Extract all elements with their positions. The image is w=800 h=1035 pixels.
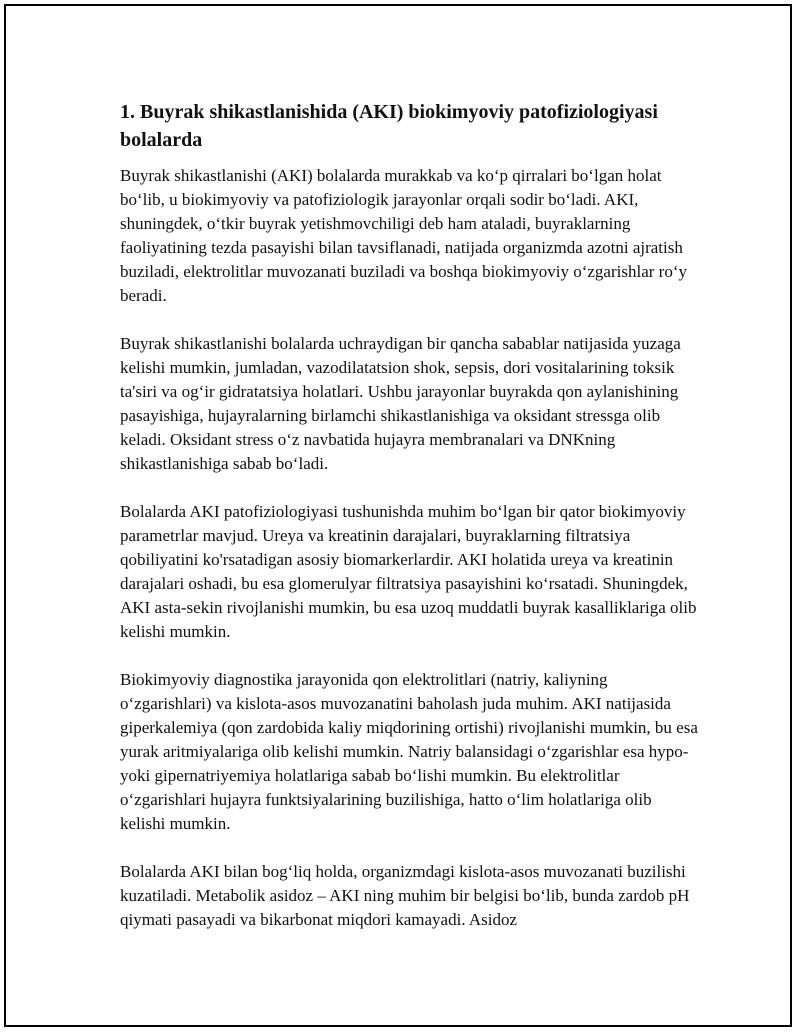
document-body <box>120 98 700 956</box>
paragraph-4: Biokimyoviy diagnostika jarayonida qon elektrolitlari (natriy, kaliyning o‘zgarishlari) va kislota-asos muvozanatini baholash juda muhim. AKI natijasida giperkalemiya (qon zardobida kaliy miqdorining ortishi) rivojlanishi mumkin, bu esa yurak aritmiyalariga olib kelishi mumkin. Natriy balansidagi o‘zgarishlar esa hypo- yoki gipernatriyemiya holatlariga sabab bo‘lishi mumkin. Bu elektrolitlar o‘zgarishlari hujayra funktsiyalarining buzilishiga, hatto o‘lim holatlariga olib kelishi mumkin. <box>120 670 698 833</box>
paragraph-3: Bolalarda AKI patofiziologiyasi tushunishda muhim bo‘lgan bir qator biokimyoviy parametrlar mavjud. Ureya va kreatinin darajalari, buyraklarning filtratsiya qobiliyatini ko'rsatadigan asosiy biomarkerlardir. AKI holatida ureya va kreatinin darajalari oshadi, bu esa glomerulyar filtratsiya pasayishini ko‘rsatadi. Shuningdek, AKI asta-sekin rivojlanishi mumkin, bu esa uzoq muddatli buyrak kasalliklariga olib kelishi mumkin. <box>120 502 697 641</box>
section-heading: 1. Buyrak shikastlanishida (AKI) biokimyoviy patofiziologiyasi bolalarda <box>120 101 658 151</box>
paragraph-5: Bolalarda AKI bilan bog‘liq holda, organizmdagi kislota-asos muvozanati buzilishi kuzatiladi. Metabolik asidoz – AKI ning muhim bir belgisi bo‘lib, bunda zardob pH qiymati pasayadi va bikarbonat miqdori kamayadi. Asidoz <box>120 862 690 929</box>
paragraph-2: Buyrak shikastlanishi bolalarda uchraydigan bir qancha sabablar natijasida yuzaga kelishi mumkin, jumladan, vazodilatatsion shok, sepsis, dori vositalarining toksik ta'siri va og‘ir gidratatsiya holatlari. Ushbu jarayonlar buyrakda qon aylanishining pasayishiga, hujayralarning birlamchi shikastlanishiga va oksidant stressga olib keladi. Oksidant stress o‘z navbatida hujayra membranalari va DNKning shikastlanishiga sabab bo‘ladi. <box>120 334 681 473</box>
document-page <box>4 4 792 1027</box>
paragraph-1: Buyrak shikastlanishi (AKI) bolalarda murakkab va ko‘p qirralari bo‘lgan holat bo‘lib, u biokimyoviy va patofiziologik jarayonlar orqali sodir bo‘ladi. AKI, shuningdek, o‘tkir buyrak yetishmovchiligi deb ham ataladi, buyraklarning faoliyatining tezda pasayishi bilan tavsiflanadi, natijada organizmda azotni ajratish buziladi, elektrolitlar muvozanati buziladi va boshqa biokimyoviy o‘zgarishlar ro‘y beradi. <box>120 166 687 305</box>
